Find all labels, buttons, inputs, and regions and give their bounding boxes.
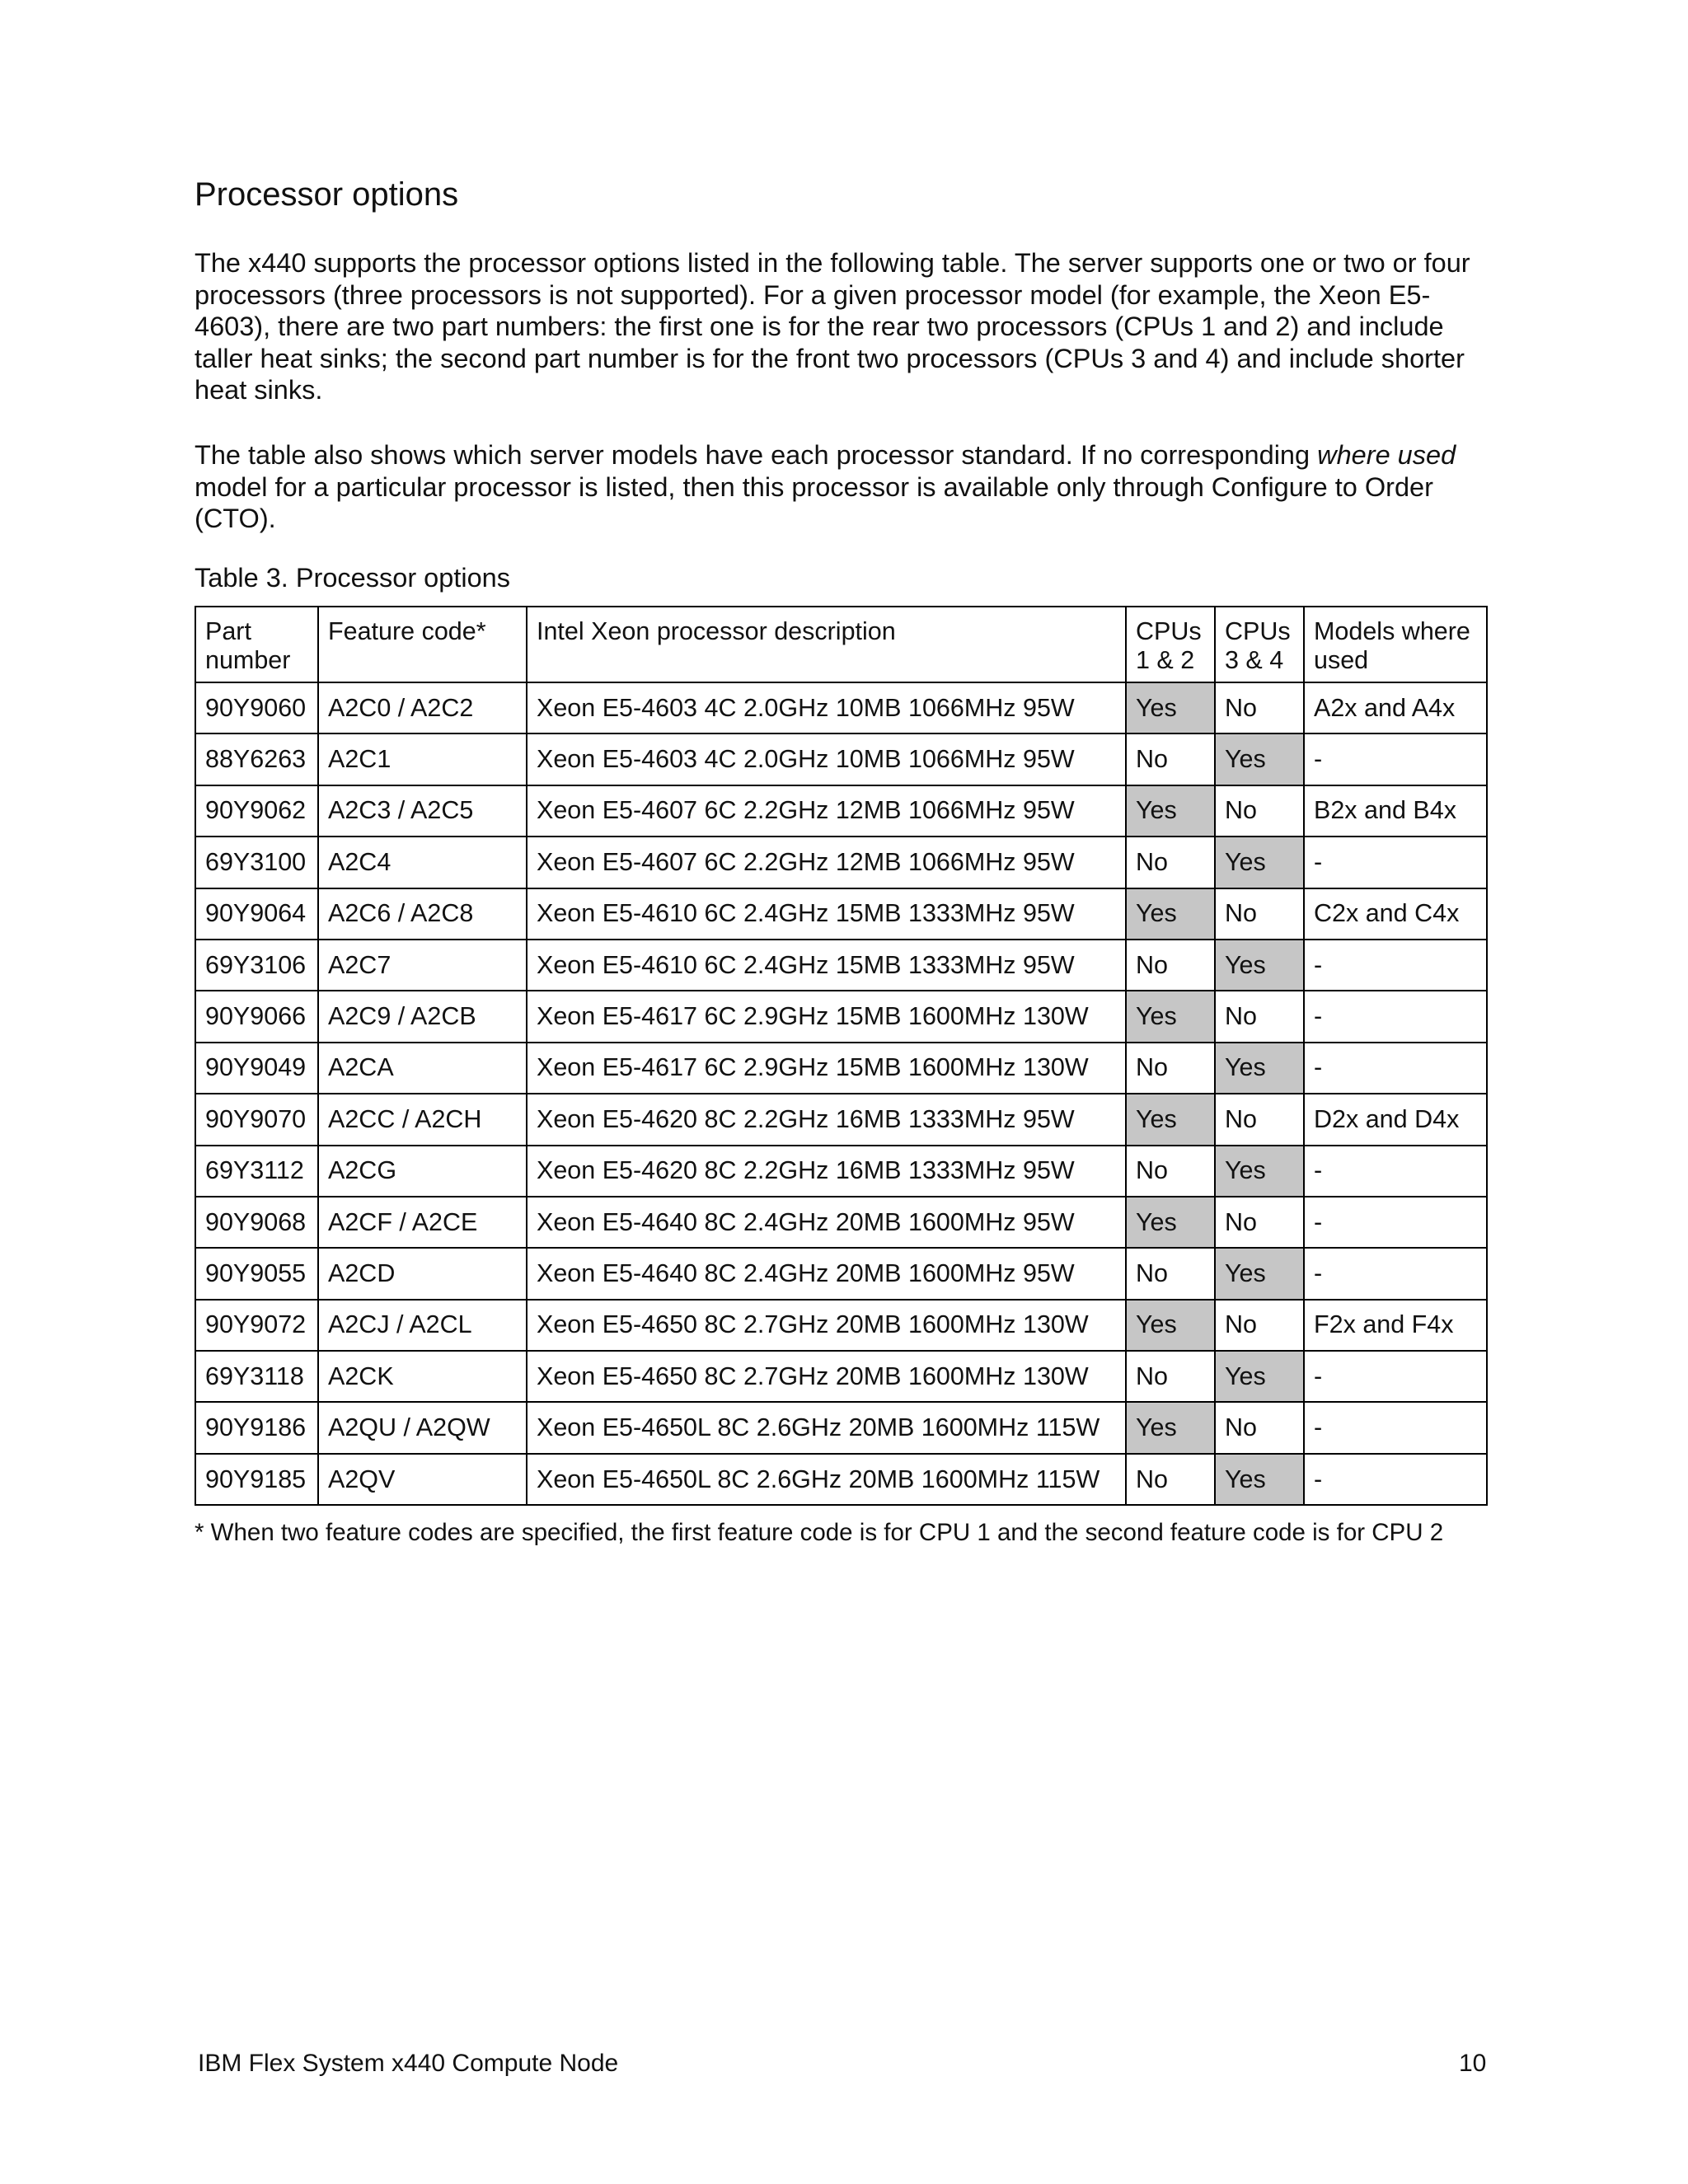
cell-part-number: 90Y9186: [195, 1402, 318, 1453]
cell-cpus-1-2: No: [1126, 1043, 1215, 1094]
cell-description: Xeon E5-4617 6C 2.9GHz 15MB 1600MHz 130W: [527, 1043, 1126, 1094]
cell-cpus-3-4: No: [1215, 1300, 1304, 1351]
cell-description: Xeon E5-4650L 8C 2.6GHz 20MB 1600MHz 115W: [527, 1402, 1126, 1453]
table-caption: Table 3. Processor options: [195, 563, 510, 593]
cell-description: Xeon E5-4607 6C 2.2GHz 12MB 1066MHz 95W: [527, 785, 1126, 837]
cell-feature-code: A2QV: [318, 1454, 527, 1505]
cell-feature-code: A2C9 / A2CB: [318, 991, 527, 1042]
cell-cpus-3-4: No: [1215, 682, 1304, 733]
cell-cpus-1-2: Yes: [1126, 785, 1215, 837]
cell-description: Xeon E5-4610 6C 2.4GHz 15MB 1333MHz 95W: [527, 940, 1126, 991]
cell-part-number: 90Y9185: [195, 1454, 318, 1505]
table-body: [195, 682, 1487, 1505]
cell-models: -: [1304, 1197, 1487, 1248]
intro-paragraph: The x440 supports the processor options listed in the following table. The server supports one or two or four processors (three processors is not supported). For a given processor model (for example, the Xeon E5-4603), there are two part numbers: the first one is for the rear two processors (CPUs 1 and 2) and include taller heat sinks; the second part number is for the front two processors (CPUs 3 and 4) and include shorter heat sinks.: [195, 248, 1470, 405]
table-row: [195, 1197, 1487, 1248]
cell-cpus-1-2: No: [1126, 1351, 1215, 1402]
cell-part-number: 69Y3100: [195, 837, 318, 888]
cell-cpus-1-2: No: [1126, 1454, 1215, 1505]
cell-feature-code: A2QU / A2QW: [318, 1402, 527, 1453]
cell-feature-code: A2C3 / A2C5: [318, 785, 527, 837]
cell-cpus-1-2: No: [1126, 837, 1215, 888]
cell-description: Xeon E5-4650L 8C 2.6GHz 20MB 1600MHz 115W: [527, 1454, 1126, 1505]
cell-cpus-3-4: No: [1215, 991, 1304, 1042]
cell-cpus-3-4: Yes: [1215, 1351, 1304, 1402]
cell-description: Xeon E5-4610 6C 2.4GHz 15MB 1333MHz 95W: [527, 888, 1126, 940]
table-row: [195, 1094, 1487, 1145]
cell-part-number: 69Y3106: [195, 940, 318, 991]
table-row: [195, 733, 1487, 785]
cell-cpus-3-4: No: [1215, 1197, 1304, 1248]
cell-cpus-3-4: Yes: [1215, 1146, 1304, 1197]
table-header-row: [195, 607, 1487, 682]
cell-models: -: [1304, 837, 1487, 888]
cell-cpus-1-2: No: [1126, 733, 1215, 785]
cell-part-number: 90Y9064: [195, 888, 318, 940]
cell-models: F2x and F4x: [1304, 1300, 1487, 1351]
cell-description: Xeon E5-4603 4C 2.0GHz 10MB 1066MHz 95W: [527, 682, 1126, 733]
table-row: [195, 1402, 1487, 1453]
cell-models: -: [1304, 1454, 1487, 1505]
cell-cpus-1-2: No: [1126, 1146, 1215, 1197]
cell-part-number: 69Y3118: [195, 1351, 318, 1402]
cell-feature-code: A2CC / A2CH: [318, 1094, 527, 1145]
header-cpus-1-2: CPUs 1 & 2: [1126, 607, 1215, 682]
cell-part-number: 90Y9066: [195, 991, 318, 1042]
cell-description: Xeon E5-4650 8C 2.7GHz 20MB 1600MHz 130W: [527, 1351, 1126, 1402]
cell-models: -: [1304, 733, 1487, 785]
footer-page-number: 10: [1459, 2050, 1487, 2077]
table-row: [195, 1351, 1487, 1402]
cell-cpus-3-4: Yes: [1215, 1043, 1304, 1094]
cell-feature-code: A2C4: [318, 837, 527, 888]
cell-cpus-1-2: Yes: [1126, 682, 1215, 733]
cell-feature-code: A2C7: [318, 940, 527, 991]
cell-description: Xeon E5-4640 8C 2.4GHz 20MB 1600MHz 95W: [527, 1197, 1126, 1248]
cell-feature-code: A2C6 / A2C8: [318, 888, 527, 940]
cell-models: -: [1304, 940, 1487, 991]
cell-cpus-1-2: Yes: [1126, 1094, 1215, 1145]
table-row: [195, 1248, 1487, 1299]
cell-models: -: [1304, 1402, 1487, 1453]
header-description: Intel Xeon processor description: [527, 607, 1126, 682]
header-part-number: Part number: [195, 607, 318, 682]
cell-feature-code: A2C0 / A2C2: [318, 682, 527, 733]
cell-part-number: 90Y9072: [195, 1300, 318, 1351]
table-row: [195, 1043, 1487, 1094]
second-paragraph-after: model for a particular processor is listed, then this processor is available only through Configure to Order (CTO).: [195, 471, 1433, 533]
cell-cpus-1-2: Yes: [1126, 888, 1215, 940]
cell-cpus-1-2: No: [1126, 940, 1215, 991]
table-row: [195, 888, 1487, 940]
cell-description: Xeon E5-4603 4C 2.0GHz 10MB 1066MHz 95W: [527, 733, 1126, 785]
cell-models: D2x and D4x: [1304, 1094, 1487, 1145]
cell-models: A2x and A4x: [1304, 682, 1487, 733]
cell-part-number: 69Y3112: [195, 1146, 318, 1197]
cell-models: B2x and B4x: [1304, 785, 1487, 837]
table-row: [195, 1300, 1487, 1351]
cell-cpus-3-4: No: [1215, 1402, 1304, 1453]
cell-cpus-1-2: Yes: [1126, 1402, 1215, 1453]
cell-part-number: 88Y6263: [195, 733, 318, 785]
footer-title: IBM Flex System x440 Compute Node: [198, 2050, 619, 2077]
cell-cpus-3-4: No: [1215, 1094, 1304, 1145]
header-feature-code: Feature code*: [318, 607, 527, 682]
cell-feature-code: A2C1: [318, 733, 527, 785]
cell-part-number: 90Y9062: [195, 785, 318, 837]
cell-feature-code: A2CF / A2CE: [318, 1197, 527, 1248]
cell-cpus-3-4: Yes: [1215, 733, 1304, 785]
cell-cpus-3-4: No: [1215, 888, 1304, 940]
cell-description: Xeon E5-4607 6C 2.2GHz 12MB 1066MHz 95W: [527, 837, 1126, 888]
cell-cpus-1-2: Yes: [1126, 1300, 1215, 1351]
second-paragraph: [195, 439, 1497, 535]
cell-feature-code: A2CG: [318, 1146, 527, 1197]
cell-part-number: 90Y9068: [195, 1197, 318, 1248]
cell-cpus-3-4: Yes: [1215, 1454, 1304, 1505]
table-row: [195, 1454, 1487, 1505]
cell-cpus-3-4: Yes: [1215, 837, 1304, 888]
cell-description: Xeon E5-4620 8C 2.2GHz 16MB 1333MHz 95W: [527, 1146, 1126, 1197]
header-models: Models where used: [1304, 607, 1487, 682]
cell-part-number: 90Y9070: [195, 1094, 318, 1145]
cell-cpus-1-2: No: [1126, 1248, 1215, 1299]
cell-feature-code: A2CD: [318, 1248, 527, 1299]
cell-cpus-3-4: No: [1215, 785, 1304, 837]
cell-models: -: [1304, 1043, 1487, 1094]
table-row: [195, 682, 1487, 733]
cell-description: Xeon E5-4650 8C 2.7GHz 20MB 1600MHz 130W: [527, 1300, 1126, 1351]
cell-part-number: 90Y9055: [195, 1248, 318, 1299]
cell-cpus-3-4: Yes: [1215, 940, 1304, 991]
cell-description: Xeon E5-4617 6C 2.9GHz 15MB 1600MHz 130W: [527, 991, 1126, 1042]
cell-feature-code: A2CK: [318, 1351, 527, 1402]
second-paragraph-emphasis: where used: [1317, 440, 1456, 470]
cell-part-number: 90Y9060: [195, 682, 318, 733]
cell-models: C2x and C4x: [1304, 888, 1487, 940]
cell-models: -: [1304, 1146, 1487, 1197]
cell-feature-code: A2CJ / A2CL: [318, 1300, 527, 1351]
cell-cpus-3-4: Yes: [1215, 1248, 1304, 1299]
section-title: Processor options: [195, 176, 459, 213]
cell-description: Xeon E5-4640 8C 2.4GHz 20MB 1600MHz 95W: [527, 1248, 1126, 1299]
cell-models: -: [1304, 991, 1487, 1042]
table-row: [195, 991, 1487, 1042]
cell-models: -: [1304, 1351, 1487, 1402]
cell-models: -: [1304, 1248, 1487, 1299]
second-paragraph-before: The table also shows which server models have each processor standard. If no corresponding: [195, 440, 1318, 470]
header-cpus-3-4: CPUs 3 & 4: [1215, 607, 1304, 682]
cell-description: Xeon E5-4620 8C 2.2GHz 16MB 1333MHz 95W: [527, 1094, 1126, 1145]
table-row: [195, 940, 1487, 991]
cell-part-number: 90Y9049: [195, 1043, 318, 1094]
table-row: [195, 785, 1487, 837]
cell-cpus-1-2: Yes: [1126, 991, 1215, 1042]
table-row: [195, 1146, 1487, 1197]
table-row: [195, 837, 1487, 888]
cell-feature-code: A2CA: [318, 1043, 527, 1094]
processor-options-table: [195, 606, 1488, 1506]
table-footnote: * When two feature codes are specified, the first feature code is for CPU 1 and the second feature code is for CPU 2: [195, 1519, 1444, 1546]
cell-cpus-1-2: Yes: [1126, 1197, 1215, 1248]
